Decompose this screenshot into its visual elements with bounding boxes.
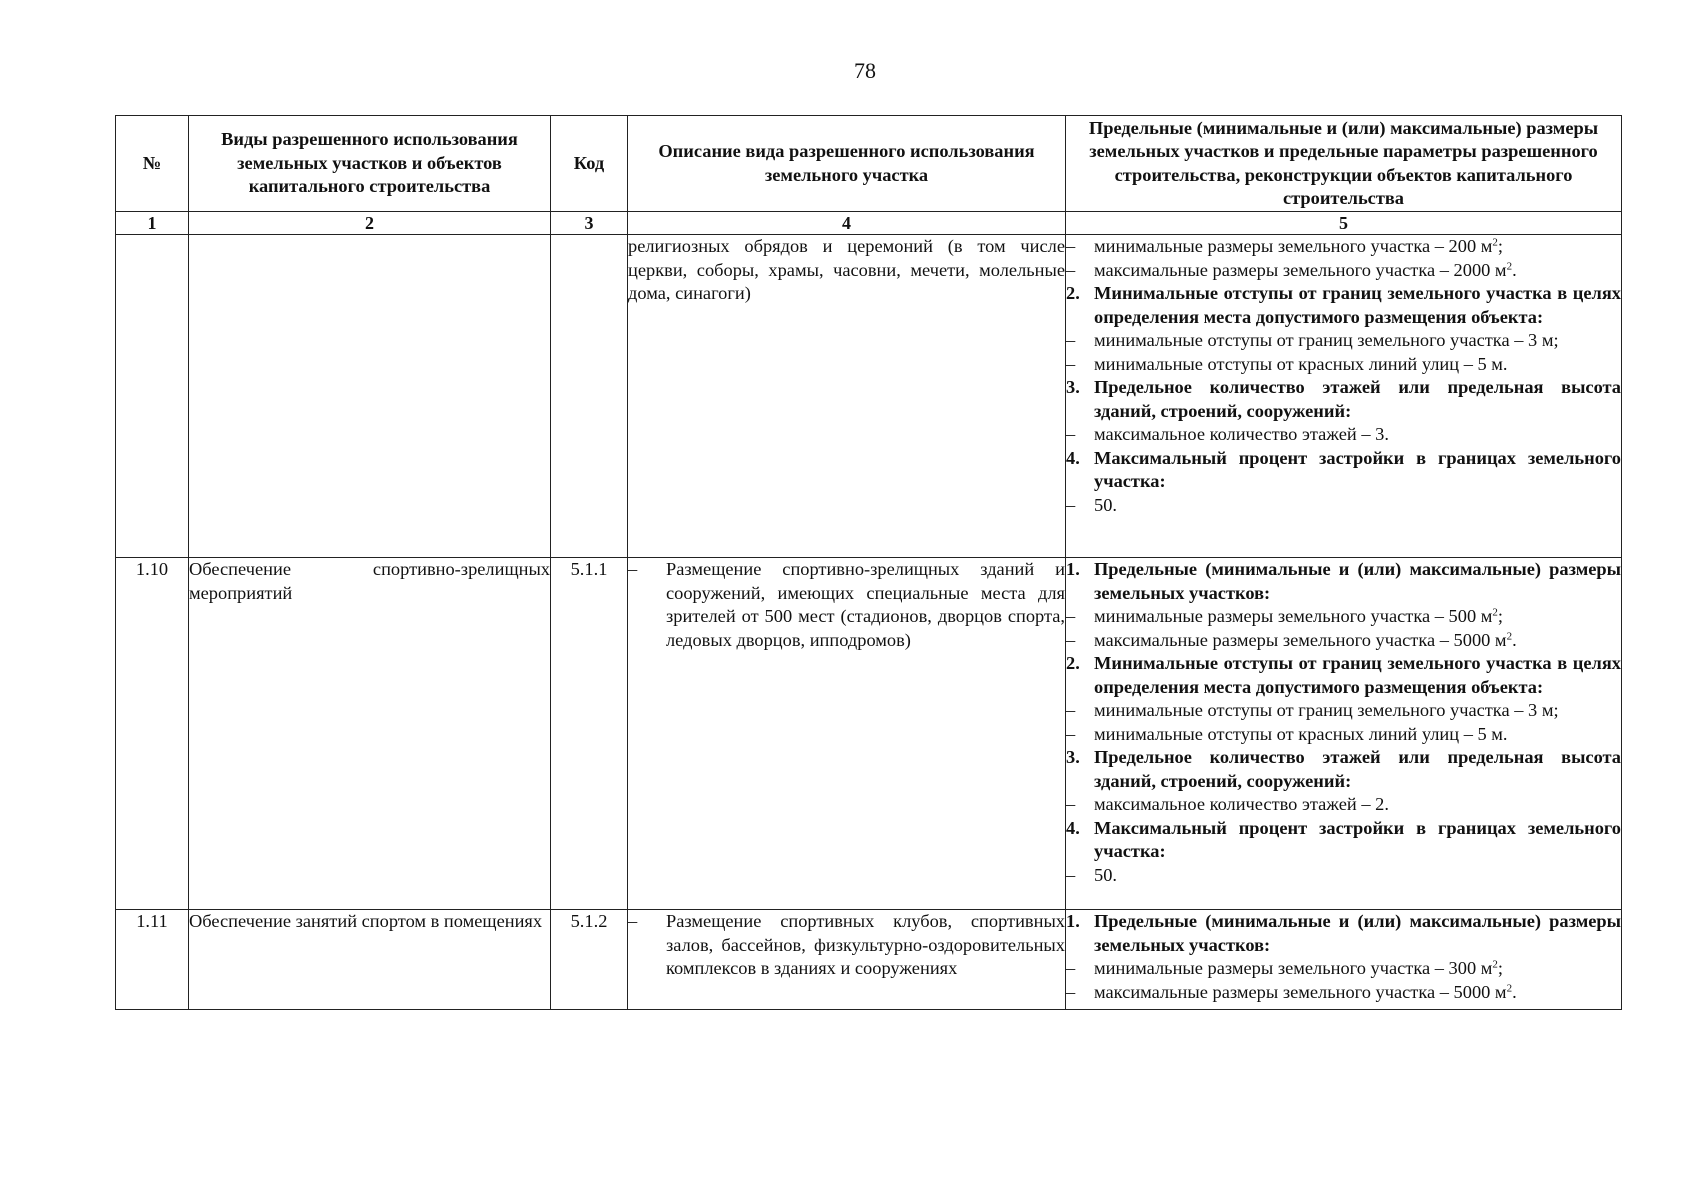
parameter-main-text: Предельные (минимальные и (или) максимальные) размеры земельных участков: [1094, 911, 1621, 955]
parameter-main-text: Предельное количество этажей или предельная высота зданий, строений, сооружений: [1094, 747, 1621, 791]
use-description-cell [628, 235, 1066, 558]
parameters-list [1066, 558, 1621, 887]
parameter-text [1094, 981, 1621, 1005]
list-number: 4. [1066, 447, 1080, 468]
row-number [116, 235, 189, 558]
list-dash: – [1066, 330, 1076, 350]
parameter-tail: ; [1497, 236, 1504, 256]
description-item [628, 558, 1065, 652]
parameter-item [1066, 605, 1621, 629]
parameter-item [1066, 864, 1621, 888]
use-type-name: Обеспечение занятий спортом в помещениях [189, 910, 551, 1010]
table-row [116, 558, 1622, 910]
list-number: 2. [1066, 653, 1080, 673]
parameters-cell [1066, 910, 1622, 1010]
list-number: 2. [1066, 283, 1080, 303]
parameter-main-text: Предельное количество этажей или предельная высота зданий, строений, сооружений: [1094, 377, 1621, 421]
parameter-text [1094, 558, 1621, 605]
column-number: 2 [189, 212, 551, 235]
list-dash: – [1066, 794, 1076, 814]
column-number: 1 [116, 212, 189, 235]
column-number: 5 [1066, 212, 1622, 235]
use-code: 5.1.2 [551, 910, 628, 1010]
parameter-item [1066, 981, 1621, 1005]
parameter-main-text: максимальные размеры земельного участка – 5000 м [1094, 981, 1507, 1002]
use-type-name [189, 235, 551, 558]
list-dash: – [1066, 353, 1076, 374]
description-text: Размещение спортивно-зрелищных зданий и сооружений, имеющих специальные места для зрителей от 500 мест (стадионов, дворцов спорта, ледовых дворцов, ипподромов) [666, 559, 1065, 650]
parameter-item [1066, 494, 1621, 518]
parameter-item [1066, 259, 1621, 283]
superscript: 2 [1506, 981, 1513, 994]
header-description: Описание вида разрешенного использования земельного участка [628, 116, 1066, 212]
parameter-main-text: Минимальные отступы от границ земельного участка в целях определения места допустимого размещения объекта: [1094, 653, 1621, 697]
parameter-main-text: 50. [1094, 494, 1117, 515]
parameter-heading [1066, 376, 1621, 423]
column-number: 4 [628, 212, 1066, 235]
parameter-heading [1066, 746, 1621, 793]
parameter-text [1094, 864, 1621, 888]
parameter-heading [1066, 558, 1621, 605]
parameter-item [1066, 957, 1621, 981]
list-dash: – [1066, 958, 1076, 978]
parameter-main-text: Предельные (минимальные и (или) максимальные) размеры земельных участков: [1094, 559, 1621, 603]
parameter-main-text: минимальные отступы от красных линий улиц – 5 м. [1094, 353, 1508, 374]
parameter-text [1094, 353, 1621, 377]
parameter-heading [1066, 910, 1621, 957]
parameter-main-text: 50. [1094, 864, 1117, 885]
parameter-main-text: максимальные размеры земельного участка – 2000 м [1094, 259, 1507, 280]
parameter-main-text: минимальные размеры земельного участка – 300 м [1094, 958, 1493, 978]
use-description-cell [628, 910, 1066, 1010]
parameter-item [1066, 723, 1621, 747]
row-number: 1.11 [116, 910, 189, 1010]
parameter-text [1094, 793, 1621, 817]
parameter-main-text: минимальные отступы от красных линий улиц – 5 м. [1094, 723, 1508, 744]
superscript: 2 [1492, 236, 1498, 249]
superscript: 2 [1492, 606, 1498, 619]
row-number: 1.10 [116, 558, 189, 910]
list-dash: – [1066, 424, 1076, 444]
parameter-main-text: максимальные размеры земельного участка – 5000 м [1094, 629, 1507, 650]
parameter-main-text: Максимальный процент застройки в границах земельного участка: [1094, 817, 1621, 861]
superscript: 2 [1492, 958, 1498, 971]
parameter-item [1066, 353, 1621, 377]
parameter-text [1094, 447, 1621, 494]
description-text: Размещение спортивных клубов, спортивных залов, бассейнов, физкультурно-оздоровительных комплексов в зданиях и сооружениях [666, 911, 1065, 978]
parameter-main-text: максимальное количество этажей – 3. [1094, 424, 1389, 444]
parameter-text [1094, 282, 1621, 329]
superscript: 2 [1506, 629, 1513, 642]
table-header-row [116, 116, 1622, 212]
superscript: 2 [1506, 259, 1513, 272]
parameter-text [1094, 376, 1621, 423]
parameters-cell [1066, 235, 1622, 558]
parameter-text [1094, 652, 1621, 699]
parameter-text [1094, 494, 1621, 518]
parameter-item [1066, 329, 1621, 353]
parameters-list [1066, 235, 1621, 517]
column-numbers-row [116, 212, 1622, 235]
parameter-text [1094, 329, 1621, 353]
regulations-table [115, 115, 1622, 1010]
table-row [116, 235, 1622, 558]
list-number: 3. [1066, 377, 1080, 397]
parameter-text [1094, 910, 1621, 957]
list-dash: – [628, 559, 638, 579]
list-dash: – [1066, 494, 1076, 515]
parameter-text [1094, 423, 1621, 447]
parameter-heading [1066, 447, 1621, 494]
description-text: религиозных обрядов и церемоний (в том числе церкви, соборы, храмы, часовни, мечети, молельные дома, синагоги) [628, 236, 1065, 303]
list-dash: – [1066, 723, 1076, 744]
parameter-tail: . [1512, 259, 1517, 280]
parameter-tail: . [1512, 629, 1517, 650]
parameter-tail: . [1512, 981, 1517, 1002]
parameter-text [1094, 259, 1621, 283]
parameters-cell [1066, 558, 1622, 910]
use-code [551, 235, 628, 558]
parameter-text [1094, 235, 1621, 259]
parameter-main-text: минимальные отступы от границ земельного участка – 3 м; [1094, 330, 1559, 350]
parameter-text [1094, 699, 1621, 723]
parameter-item [1066, 793, 1621, 817]
list-number: 3. [1066, 747, 1080, 767]
parameter-item [1066, 699, 1621, 723]
header-use-types: Виды разрешенного использования земельных участков и объектов капитального строительства [189, 116, 551, 212]
table-body [116, 235, 1622, 1010]
description-item [628, 910, 1065, 981]
parameter-heading [1066, 652, 1621, 699]
parameter-item [1066, 235, 1621, 259]
parameter-tail: ; [1497, 958, 1504, 978]
list-dash: – [1066, 981, 1076, 1002]
use-description-cell [628, 558, 1066, 910]
parameter-text [1094, 817, 1621, 864]
parameter-main-text: минимальные размеры земельного участка – 200 м [1094, 236, 1493, 256]
header-number: № [116, 116, 189, 212]
parameter-text [1094, 605, 1621, 629]
parameter-main-text: минимальные размеры земельного участка – 500 м [1094, 606, 1493, 626]
list-dash: – [1066, 700, 1076, 720]
list-dash: – [1066, 259, 1076, 280]
list-dash: – [1066, 864, 1076, 885]
parameter-text [1094, 957, 1621, 981]
list-dash: – [628, 911, 638, 931]
use-type-name: Обеспечение спортивно-зрелищных мероприятий [189, 558, 551, 910]
parameter-text [1094, 723, 1621, 747]
list-dash: – [1066, 236, 1076, 256]
parameter-main-text: минимальные отступы от границ земельного участка – 3 м; [1094, 700, 1559, 720]
parameter-main-text: Минимальные отступы от границ земельного участка в целях определения места допустимого размещения объекта: [1094, 283, 1621, 327]
parameter-item [1066, 629, 1621, 653]
list-number: 4. [1066, 817, 1080, 838]
parameter-item [1066, 423, 1621, 447]
table-row [116, 910, 1622, 1010]
header-code: Код [551, 116, 628, 212]
parameter-main-text: максимальное количество этажей – 2. [1094, 794, 1389, 814]
parameter-heading [1066, 282, 1621, 329]
list-dash: – [1066, 606, 1076, 626]
use-code: 5.1.1 [551, 558, 628, 910]
page-number: 78 [854, 58, 876, 83]
list-number: 1. [1066, 911, 1080, 931]
parameter-heading [1066, 817, 1621, 864]
parameter-tail: ; [1497, 606, 1504, 626]
list-number: 1. [1066, 559, 1080, 579]
list-dash: – [1066, 629, 1076, 650]
header-parameters: Предельные (минимальные и (или) максимальные) размеры земельных участков и предельные параметры разрешенного строительства, реконструкции объектов капитального строительства [1066, 116, 1622, 212]
column-number: 3 [551, 212, 628, 235]
parameter-text [1094, 746, 1621, 793]
parameter-main-text: Максимальный процент застройки в границах земельного участка: [1094, 447, 1621, 491]
parameter-text [1094, 629, 1621, 653]
parameters-list [1066, 910, 1621, 1004]
